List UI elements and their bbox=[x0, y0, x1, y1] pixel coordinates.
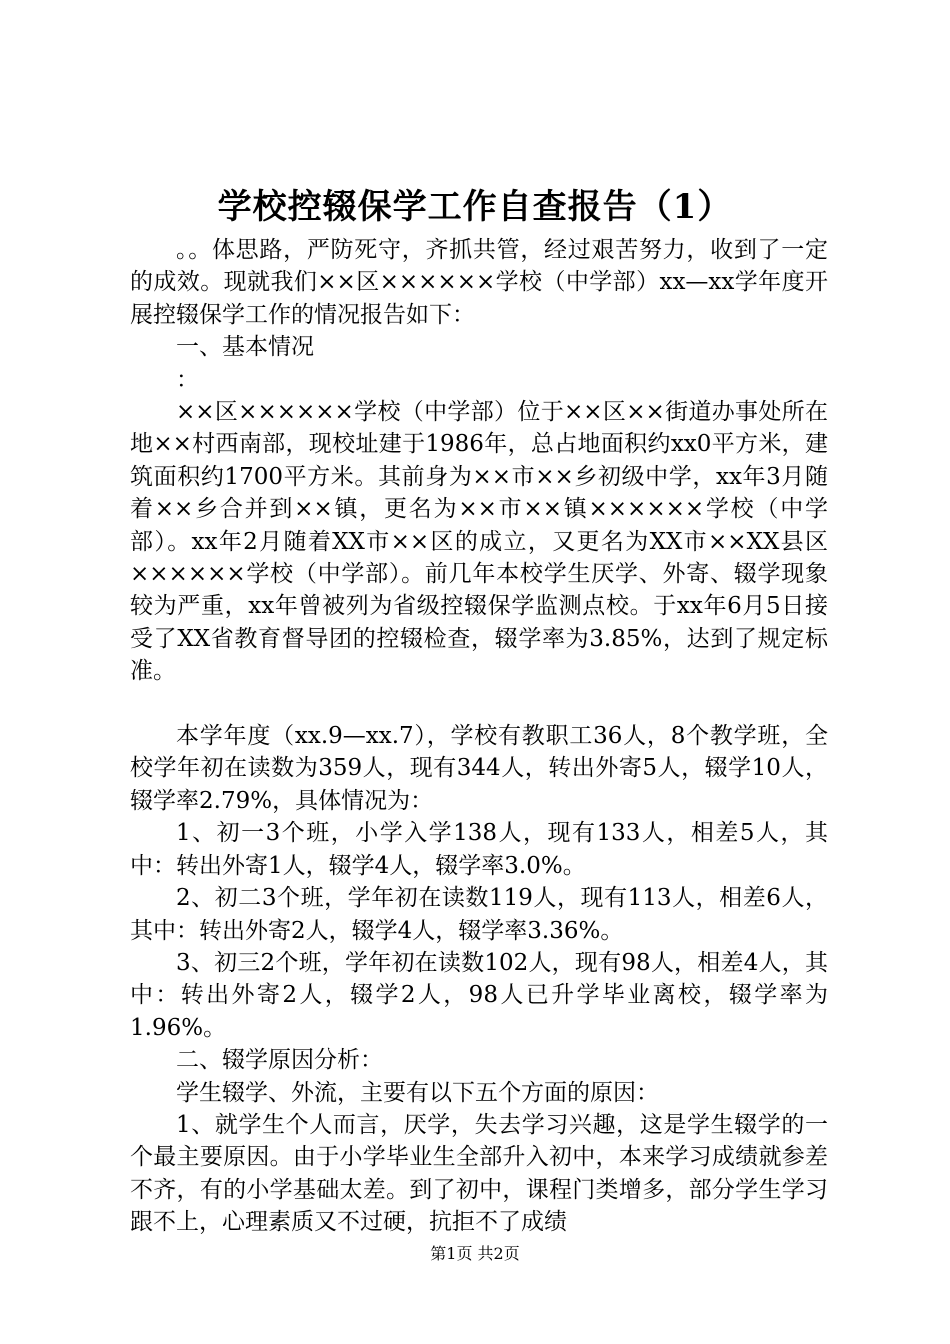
page-footer: 第1页 共2页 bbox=[430, 1244, 520, 1263]
paragraph-grade-two: 2、初二3个班，学年初在读数119人，现有113人，相差6人，其中：转出外寄2人，辍学4人，辍学率3.36%。 bbox=[130, 885, 828, 944]
paragraph-school-history: ××区××××××学校（中学部）位于××区××街道办事处所在地××村西南部，现校址建于1986年，总占地面积约xx0平方米，建筑面积约1700平方米。其前身为××市××乡初级中学，xx年3月随着××乡合并到××镇，更名为××市××镇××××××学校（中学部）。xx年2月随着XX市××区的成立，又更名为XX市××XX县区××××××学校（中学部）。前几年本校学生厌学、外寄、辍学现象较为严重，xx年曾被列为省级控辍保学监测点校。于xx年6月5日接受了XX省教育督导团的控辍检查，辍学率为3.85%，达到了规定标准。 bbox=[130, 399, 828, 685]
paragraph-colon: ： bbox=[176, 366, 199, 393]
section-heading-basic: 一、基本情况 bbox=[176, 334, 314, 361]
paragraph-grade-three: 3、初三2个班，学年初在读数102人，现有98人，相差4人，其中：转出外寄2人，辍学2人，98人已升学毕业离校，辍学率为1.96%。 bbox=[130, 949, 828, 1041]
document-body bbox=[130, 234, 828, 1239]
section-heading-analysis: 二、辍学原因分析： bbox=[176, 1047, 383, 1074]
paragraph-intro: 。。体思路，严防死守，齐抓共管，经过艰苦努力，收到了一定的成效。现就我们××区××××××学校（中学部）xx—xx学年度开展控辍保学工作的情况报告如下： bbox=[130, 237, 828, 328]
paragraph-reason-one: 1、就学生个人而言，厌学，失去学习兴趣，这是学生辍学的一个最主要原因。由于小学毕业生全部升入初中，本来学习成绩就参差不齐，有的小学基础太差。到了初中，课程门类增多，部分学生学习跟不上，心理素质又不过硬，抗拒不了成绩 bbox=[130, 1111, 828, 1236]
paragraph-reasons-intro: 学生辍学、外流，主要有以下五个方面的原因： bbox=[176, 1079, 659, 1106]
paragraph-grade-one: 1、初一3个班，小学入学138人，现有133人，相差5人，其中：转出外寄1人，辍学4人，辍学率3.0%。 bbox=[130, 820, 828, 879]
document-title: 学校控辍保学工作自查报告（1） bbox=[217, 187, 733, 227]
paragraph-year-stats: 本学年度（xx.9—xx.7），学校有教职工36人，8个教学班，全校学年初在读数为359人，现有344人，转出外寄5人，辍学10人，辍学率2.79%，具体情况为： bbox=[130, 723, 828, 814]
paragraph-spacer bbox=[130, 688, 828, 720]
